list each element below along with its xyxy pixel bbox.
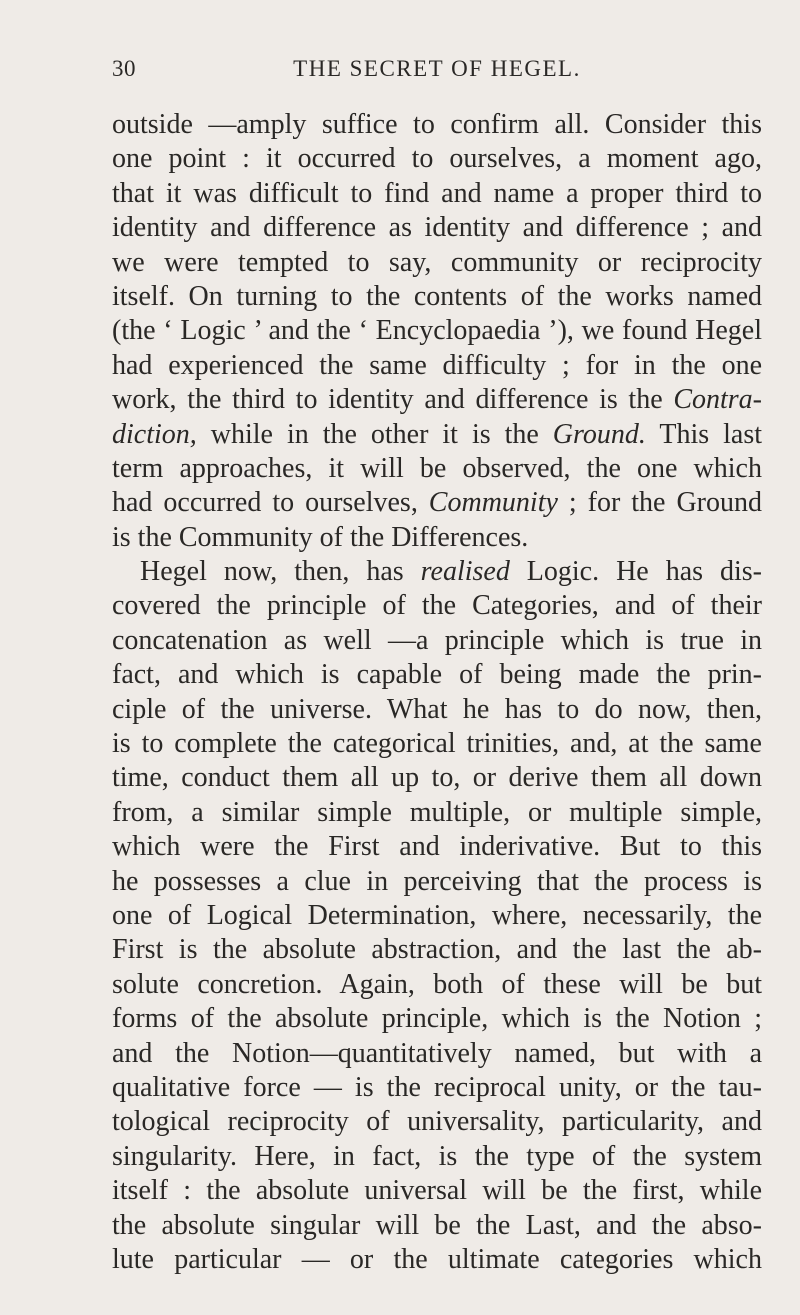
text-line — [112, 796, 762, 830]
text-segment: outside —amply suffice to confirm all. Consider this — [112, 109, 762, 140]
italic-text: Ground. — [552, 418, 646, 450]
text-line — [112, 761, 762, 795]
text-segment: Hegel now, then, has — [140, 556, 421, 588]
text-segment: covered the principle of the Categories, and of their — [112, 590, 762, 622]
text-line — [112, 486, 762, 520]
text-segment: work, the third to identity and difference is the — [112, 384, 674, 416]
text-line — [112, 830, 762, 864]
text-segment: one point : it occurred to ourselves, a moment ago, — [112, 143, 762, 175]
text-segment: lute particular — or the ultimate categories which — [112, 1243, 762, 1275]
text-line — [112, 865, 762, 899]
text-line — [112, 1140, 762, 1174]
text-segment: forms of the absolute principle, which is the Notion ; — [112, 1003, 762, 1035]
text-segment: the absolute singular will be the Last, and the abso- — [112, 1209, 762, 1241]
text-line — [112, 1105, 762, 1139]
running-head: THE SECRET OF HEGEL. — [293, 56, 581, 81]
text-segment: itself : the absolute universal will be the first, while — [112, 1175, 762, 1207]
text-segment: (the ‘ Logic ’ and the ‘ Encyclopaedia ’), we found Hegel — [112, 315, 762, 347]
text-segment: fact, and which is capable of being made the prin- — [112, 659, 762, 691]
text-line — [112, 142, 762, 176]
text-line — [112, 246, 762, 280]
text-line — [112, 349, 762, 383]
text-segment: that it was difficult to find and name a proper third to — [112, 177, 762, 209]
text-line — [112, 624, 762, 658]
text-line — [112, 1209, 762, 1243]
text-segment: ; for the Ground — [557, 487, 762, 519]
text-segment: term approaches, it will be observed, the one which — [112, 452, 762, 484]
italic-text: Community — [428, 487, 558, 519]
text-line — [112, 1071, 762, 1105]
text-line — [112, 933, 762, 967]
text-segment: and the Notion—quantitatively named, but with a — [112, 1037, 762, 1069]
text-line — [112, 555, 762, 589]
text-line — [112, 521, 762, 555]
text-segment: had experienced the same difficulty ; for in the one — [112, 349, 762, 381]
italic-text: diction, — [112, 418, 197, 450]
text-segment: is to complete the categorical trinities, and, at the same — [112, 728, 762, 760]
page-header — [112, 56, 762, 86]
text-line — [112, 589, 762, 623]
text-line — [112, 1174, 762, 1208]
text-segment: ciple of the universe. What he has to do now, then, — [112, 693, 762, 725]
italic-text: Contra- — [673, 384, 762, 416]
text-line — [112, 1037, 762, 1071]
text-line — [112, 1243, 762, 1277]
text-segment: solute concretion. Again, both of these will be but — [112, 968, 762, 1000]
text-segment: is the Community of the Differences. — [112, 521, 529, 553]
text-segment: This last — [645, 418, 762, 450]
text-segment: identity and difference as identity and difference ; and — [112, 212, 762, 244]
text-segment: which were the First and inderivative. But to this — [112, 831, 762, 863]
text-segment: tological reciprocity of universality, particularity, and — [112, 1106, 762, 1138]
text-line — [112, 727, 762, 761]
text-segment: from, a similar simple multiple, or multiple simple, — [112, 796, 762, 828]
text-line — [112, 658, 762, 692]
text-line — [112, 280, 762, 314]
text-segment: itself. On turning to the contents of the works named — [112, 280, 762, 312]
body-text — [112, 108, 762, 1277]
text-line — [112, 693, 762, 727]
text-line — [112, 211, 762, 245]
text-line — [112, 452, 762, 486]
text-segment: we were tempted to say, community or reciprocity — [112, 246, 762, 278]
text-segment: one of Logical Determination, where, necessarily, the — [112, 899, 762, 931]
text-segment: Logic. He has dis- — [509, 556, 762, 588]
text-line — [112, 314, 762, 348]
text-segment: concatenation as well —a principle which is true in — [112, 624, 762, 656]
italic-text: realised — [420, 556, 510, 588]
text-line — [112, 108, 762, 142]
text-line — [112, 177, 762, 211]
text-line — [112, 1002, 762, 1036]
text-segment: he possesses a clue in perceiving that the process is — [112, 865, 762, 897]
text-line — [112, 383, 762, 417]
page-number: 30 — [112, 56, 136, 81]
text-line — [112, 899, 762, 933]
text-segment: had occurred to ourselves, — [112, 487, 429, 519]
text-line — [112, 418, 762, 452]
text-segment: singularity. Here, in fact, is the type of the system — [112, 1140, 762, 1172]
text-line — [112, 968, 762, 1002]
text-segment: qualitative force — is the reciprocal unity, or the tau- — [112, 1071, 762, 1103]
text-segment: while in the other it is the — [196, 418, 553, 450]
text-segment: time, conduct them all up to, or derive them all down — [112, 762, 762, 794]
text-segment: First is the absolute abstraction, and the last the ab- — [112, 934, 762, 966]
